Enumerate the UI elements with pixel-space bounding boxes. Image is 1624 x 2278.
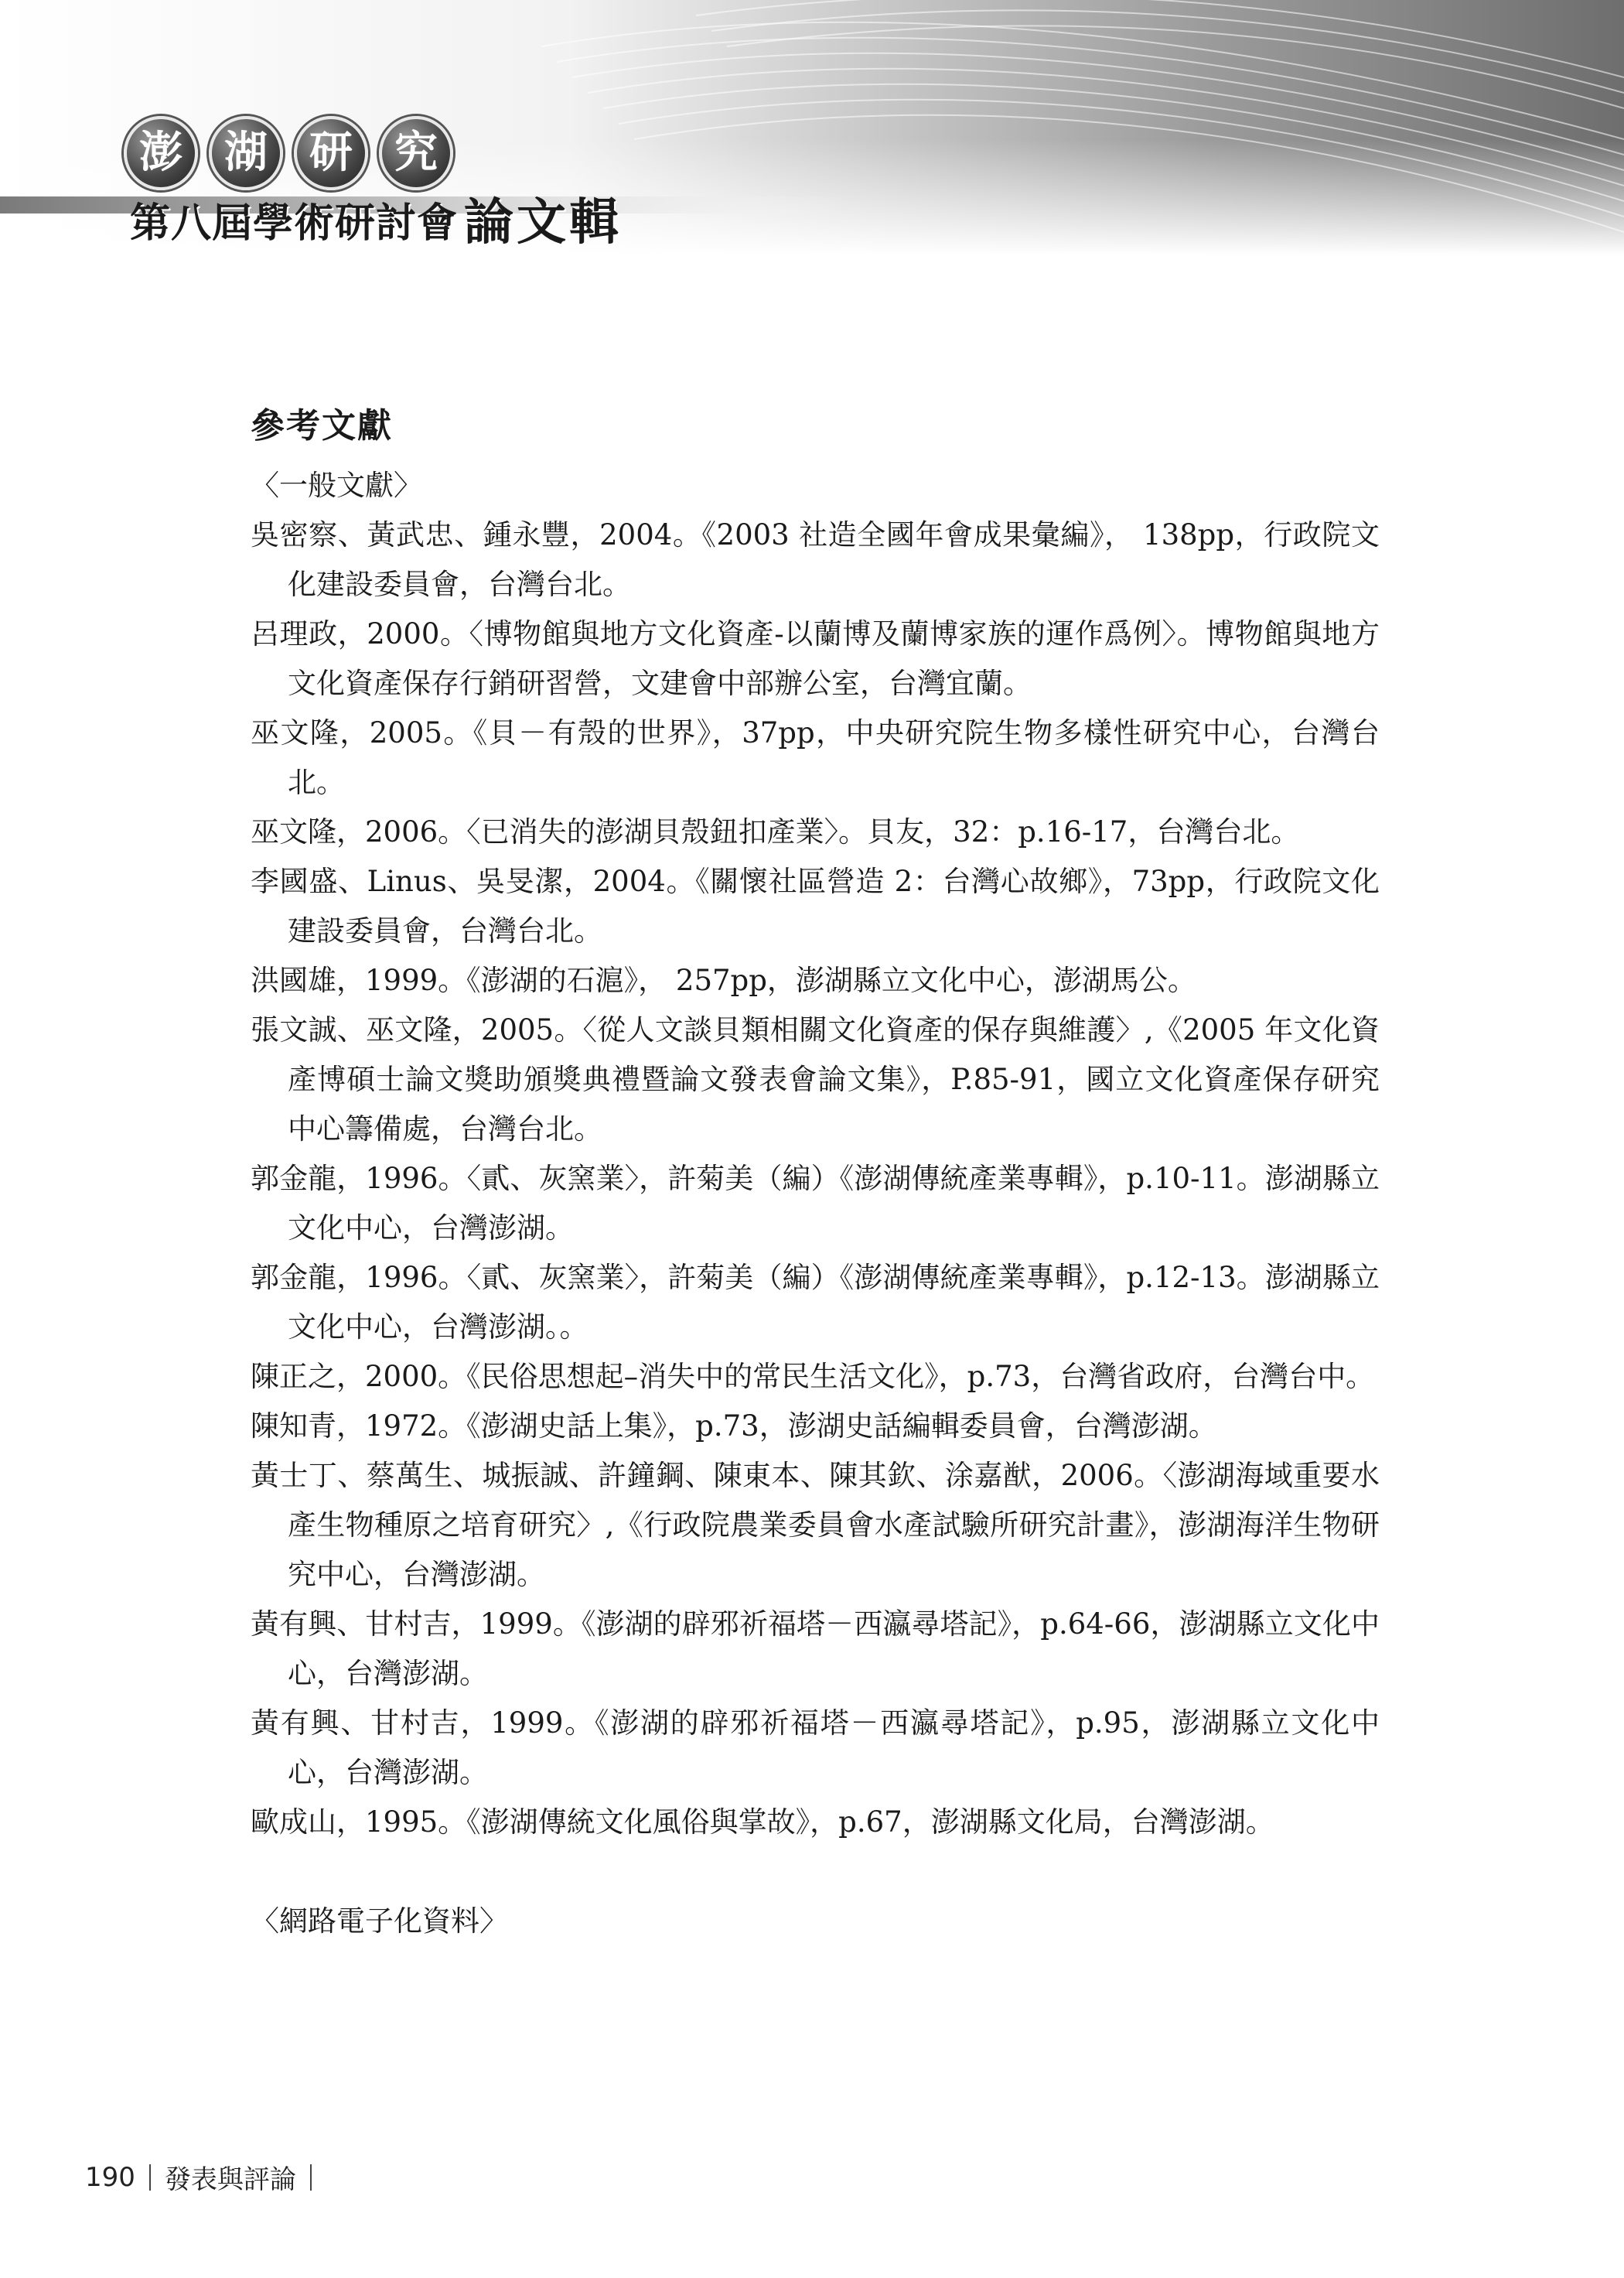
reference-entry: 郭金龍，1996。〈貳、灰窯業〉，許菊美（編）《澎湖傳統產業專輯》，p.12-13。澎湖縣立文化中心，台灣澎湖。。 [251, 1261, 1380, 1344]
reference-entry: 黃有興、甘村吉，1999。《澎湖的辟邪祈福塔－西瀛尋塔記》，p.64-66，澎湖縣立文化中心，台灣澎湖。 [251, 1607, 1380, 1690]
web-references-heading: 〈網路電子化資料〉 [251, 1904, 508, 1938]
reference-entry: 張文誠、巫文隆，2005。〈從人文談貝類相關文化資產的保存與維護〉,《2005 年文化資產博碩士論文獎助頒獎典禮暨論文發表會論文集》，P.85-91，國立文化資產保存研究中心籌備處，台灣台北。 [251, 1013, 1380, 1146]
series-char: 研 [294, 116, 368, 190]
reference-list [251, 511, 1380, 1847]
reference-entry: 吳密察、黃武忠、鍾永豐，2004。《2003 社造全國年會成果彙編》， 138pp，行政院文化建設委員會，台灣台北。 [251, 518, 1380, 601]
reference-entry: 李國盛、Linus、吳旻潔，2004。《關懷社區營造 2：台灣心故鄉》，73pp，行政院文化建設委員會，台灣台北。 [251, 865, 1380, 948]
series-char: 澎 [124, 116, 198, 190]
general-references-heading: 〈一般文獻〉 [251, 469, 422, 502]
header-banner [0, 0, 1624, 255]
reference-entry: 洪國雄，1999。《澎湖的石滬》， 257pp，澎湖縣立文化中心，澎湖馬公。 [251, 964, 1196, 997]
series-char: 湖 [209, 116, 283, 190]
reference-entry: 巫文隆，2006。〈已消失的澎湖貝殼鈕扣產業〉。貝友，32：p.16-17，台灣台北。 [251, 815, 1300, 849]
reference-entry: 呂理政，2000。〈博物館與地方文化資產-以蘭博及蘭博家族的運作爲例〉。博物館與地方文化資產保存行銷研習營，文建會中部辦公室，台灣宜蘭。 [251, 617, 1380, 700]
conference-suffix: 論文輯 [464, 193, 622, 251]
reference-entry: 陳正之，2000。《民俗思想起–消失中的常民生活文化》，p.73，台灣省政府，台灣台中。 [251, 1360, 1375, 1393]
footer-section-label: 發表與評論 [164, 2164, 296, 2195]
footer-divider [310, 2164, 312, 2191]
references-section [251, 398, 1380, 1946]
page-footer [85, 2158, 326, 2196]
series-title [124, 116, 453, 190]
footer-divider [149, 2164, 151, 2191]
series-char: 究 [379, 116, 453, 190]
section-heading: 參考文獻 [251, 406, 393, 446]
reference-entry: 黃士丁、蔡萬生、城振誠、許鐘鋼、陳東本、陳其欽、涂嘉猷，2006。〈澎湖海域重要水產生物種原之培育研究〉,《行政院農業委員會水產試驗所研究計畫》，澎湖海洋生物研究中心，台灣澎湖。 [251, 1459, 1380, 1591]
conference-title: 第八屆學術研討會 [130, 200, 459, 247]
page-number: 190 [85, 2161, 135, 2193]
reference-entry: 巫文隆，2005。《貝－有殼的世界》，37pp，中央研究院生物多樣性研究中心，台灣台北。 [251, 716, 1380, 799]
reference-entry: 郭金龍，1996。〈貳、灰窯業〉，許菊美（編）《澎湖傳統產業專輯》，p.10-11。澎湖縣立文化中心，台灣澎湖。 [251, 1162, 1380, 1245]
reference-entry: 黃有興、甘村吉，1999。《澎湖的辟邪祈福塔－西瀛尋塔記》，p.95，澎湖縣立文化中心，台灣澎湖。 [251, 1706, 1380, 1789]
reference-entry: 陳知青，1972。《澎湖史話上集》，p.73，澎湖史話編輯委員會，台灣澎湖。 [251, 1409, 1217, 1443]
reference-entry: 歐成山，1995。《澎湖傳統文化風俗與掌故》，p.67，澎湖縣文化局，台灣澎湖。 [251, 1805, 1274, 1839]
